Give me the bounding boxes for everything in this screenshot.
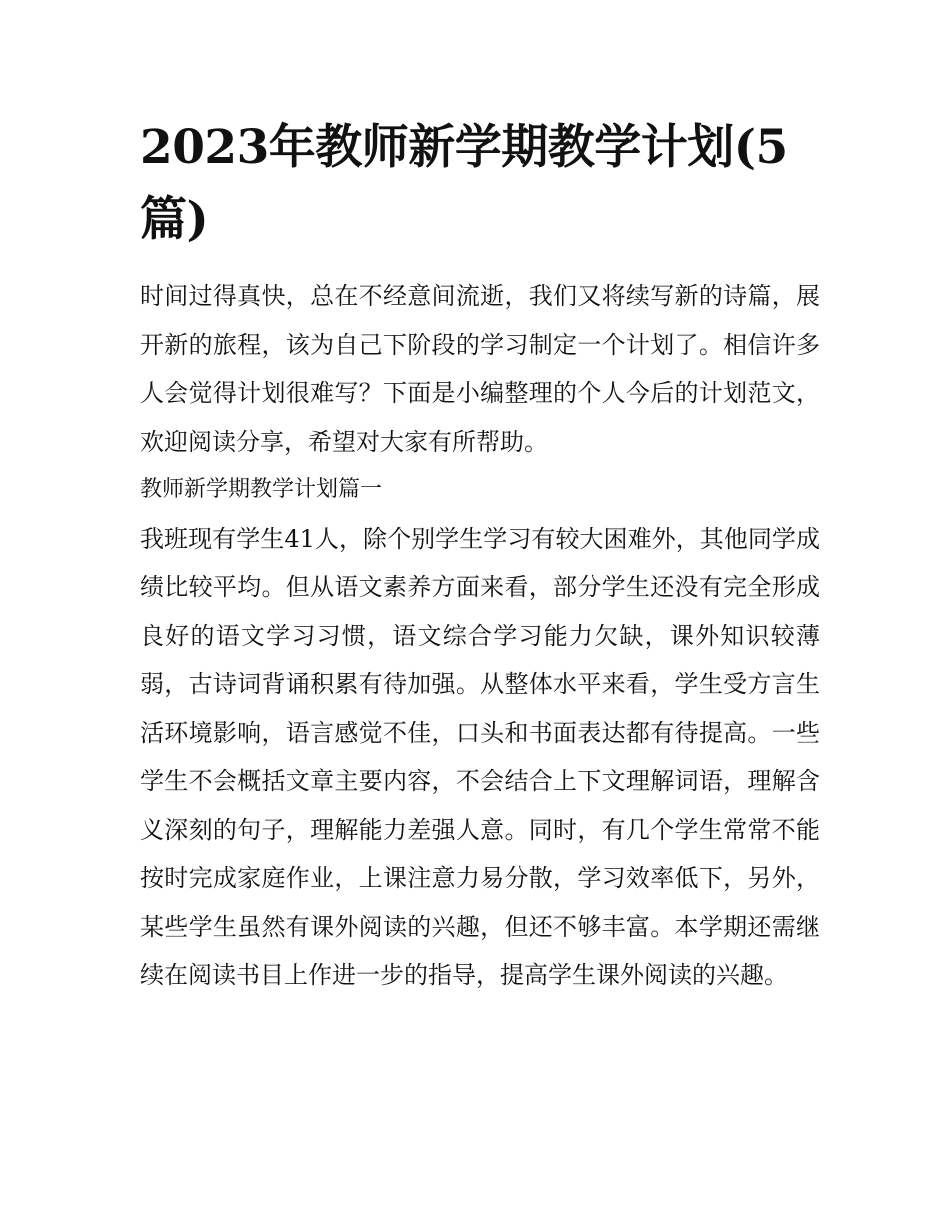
section-heading: 教师新学期教学计划篇一 (140, 477, 383, 502)
document-title: 2023年教师新学期教学计划(5篇) (140, 120, 788, 247)
intro-paragraph: 时间过得真快，总在不经意间流逝，我们又将续写新的诗篇，展开新的旅程，该为自己下阶段的学习制定一个计划了。相信许多人会觉得计划很难写？下面是小编整理的个人今后的计划范文，欢迎阅读分享，希望对大家有所帮助。 (140, 282, 820, 456)
section-paragraph: 我班现有学生41人，除个别学生学习有较大困难外，其他同学成绩比较平均。但从语文素养方面来看，部分学生还没有完全形成良好的语文学习习惯，语文综合学习能力欠缺，课外知识较薄弱，古诗词背诵积累有待加强。从整体水平来看，学生受方言生活环境影响，语言感觉不佳，口头和书面表达都有待提高。一些学生不会概括文章主要内容，不会结合上下文理解词语，理解含义深刻的句子，理解能力差强人意。同时，有几个学生常常不能按时完成家庭作业，上课注意力易分散，学习效率低下，另外，某些学生虽然有课外阅读的兴趣，但还不够丰富。本学期还需继续在阅读书目上作进一步的指导，提高学生课外阅读的兴趣。 (140, 524, 820, 989)
document-body (140, 272, 820, 1000)
document-page (140, 112, 820, 1000)
